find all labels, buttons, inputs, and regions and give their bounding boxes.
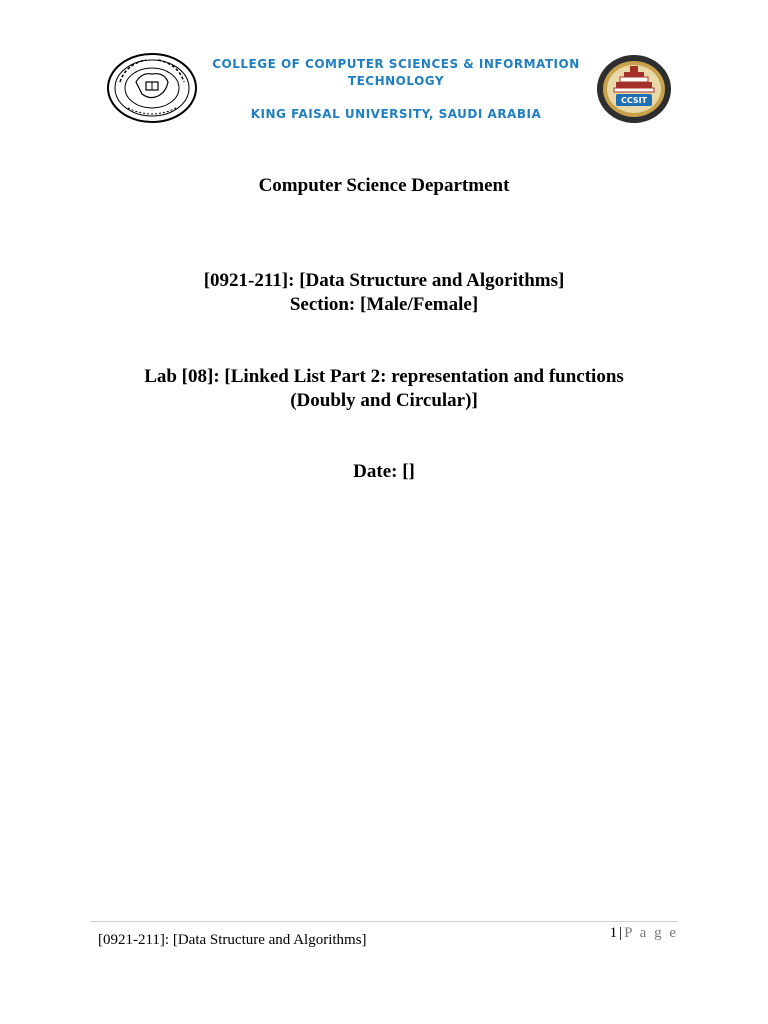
college-name-line2: TECHNOLOGY	[347, 74, 445, 88]
page-number: 1	[609, 925, 618, 941]
lab-title-line2: (Doubly and Circular)]	[290, 390, 478, 411]
footer-page-number	[610, 924, 678, 942]
section-title: Section: [Male/Female]	[289, 294, 479, 315]
department-title: Computer Science Department	[258, 175, 510, 196]
university-name: KING FAISAL UNIVERSITY, SAUDI ARABIA	[250, 107, 542, 121]
kfu-seal-icon	[106, 52, 198, 124]
lab-title-line1: Lab [08]: [Linked List Part 2: representation and functions	[144, 366, 624, 387]
course-block	[0, 269, 768, 317]
ccsit-logo-icon	[596, 54, 672, 124]
lab-title-block	[0, 365, 768, 413]
course-title: [0921-211]: [Data Structure and Algorithms]	[203, 270, 565, 291]
college-name-block	[200, 56, 592, 123]
page-separator: |	[619, 925, 623, 941]
footer-divider	[90, 921, 678, 922]
page-label: P a g e	[624, 925, 678, 941]
ccsit-logo-text: CCSIT	[620, 96, 648, 105]
document-header	[0, 0, 768, 130]
college-name-line1: COLLEGE OF COMPUTER SCIENCES & INFORMATION	[212, 57, 580, 71]
date-line: Date: []	[353, 461, 415, 482]
footer-course: [0921-211]: [Data Structure and Algorithms]	[98, 932, 367, 948]
